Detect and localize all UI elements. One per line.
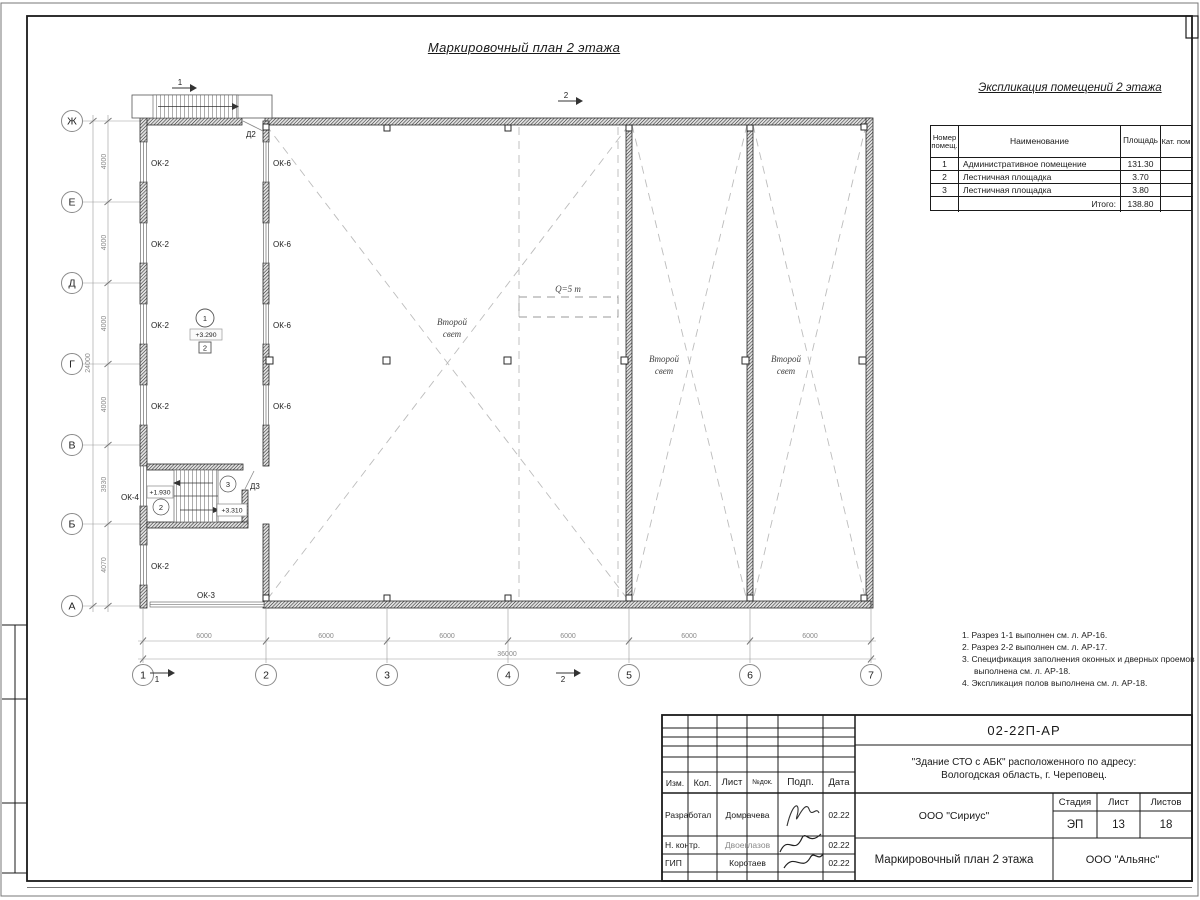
axis-number: 6 <box>747 669 753 682</box>
plan-labels <box>121 78 802 684</box>
second-light-label: Второй <box>436 317 468 327</box>
window-label: ОК-4 <box>121 493 139 502</box>
dim-ticks <box>90 118 875 663</box>
table-cell <box>1161 158 1193 171</box>
axis-letter: В <box>68 439 76 452</box>
contractor-org: ООО "Сириус" <box>918 809 990 822</box>
window-label: ОК-2 <box>151 240 169 249</box>
stage-value: ЭП <box>1066 818 1084 831</box>
date-value: 02.22 <box>828 840 850 850</box>
total-label: Итого: <box>959 197 1121 212</box>
axis-number: 5 <box>626 669 632 682</box>
col-header-area: Площадь <box>1121 126 1161 158</box>
col-izm: Изм. <box>665 777 685 788</box>
dim-label: 4000 <box>101 153 108 170</box>
total-value: 138.80 <box>1121 197 1161 212</box>
role-label: ГИП <box>665 858 682 868</box>
section-marks <box>150 84 583 677</box>
signature <box>776 828 826 878</box>
date-value: 02.22 <box>828 858 850 868</box>
axis-number: 2 <box>263 669 269 682</box>
window-label: ОК-6 <box>273 402 291 411</box>
role-label: Разработал <box>665 809 712 820</box>
axis-letter: Г <box>69 358 75 371</box>
window-label: ОК-6 <box>273 321 291 330</box>
sheet-number: 13 <box>1112 818 1125 831</box>
axis-circles <box>62 111 882 686</box>
date-value: 02.22 <box>828 809 850 820</box>
col-ndoc: №док. <box>752 779 773 786</box>
dim-label: 6000 <box>681 633 697 640</box>
crane-zone <box>519 297 618 317</box>
section-mark-label: 2 <box>563 91 569 100</box>
left-margin-table <box>2 625 27 873</box>
second-light-label: свет <box>654 366 674 376</box>
section-mark-label: 1 <box>177 78 183 87</box>
axis-number: 3 <box>384 669 390 682</box>
level-mark: +3.310 <box>221 507 243 515</box>
table-cell <box>931 197 959 212</box>
design-org: ООО "Альянс" <box>1085 853 1160 866</box>
axis-letter: Б <box>68 518 76 531</box>
axis-number: 4 <box>505 669 511 682</box>
project-line: Вологодская область, г. Череповец. <box>941 770 1107 781</box>
axis-letter: А <box>68 600 76 613</box>
col-list: Лист <box>721 777 743 788</box>
table-cell: 3 <box>931 184 959 197</box>
window-label: ОК-6 <box>273 159 291 168</box>
table-cell: 3.70 <box>1121 171 1161 184</box>
project-name <box>858 746 1190 792</box>
section-mark-label: 1 <box>154 675 160 684</box>
room-number: 2 <box>158 503 164 512</box>
axis-grid <box>62 111 882 686</box>
dim-label: 4000 <box>101 396 108 413</box>
door-label: Д3 <box>250 482 260 491</box>
table-cell: 3.80 <box>1121 184 1161 197</box>
axis-number: 1 <box>140 669 146 682</box>
window-label: ОК-2 <box>151 321 169 330</box>
door-label: Д2 <box>246 130 256 139</box>
explication-title: Экспликация помещений 2 этажа <box>978 82 1162 94</box>
dim-total-label: 24000 <box>85 353 92 373</box>
door-leaves <box>243 121 263 489</box>
table-cell: Лестничная площадка <box>959 171 1121 184</box>
note-item: 2. Разрез 2-2 выполнен см. л. АР-17. <box>962 642 1108 653</box>
col-data: Дата <box>828 777 850 788</box>
person-name: Домрачева <box>725 809 770 820</box>
col-podp: Подп. <box>787 777 814 788</box>
section-mark-label: 2 <box>560 675 566 684</box>
sheets-label: Листов <box>1150 796 1182 808</box>
note-item: 1. Разрез 1-1 выполнен см. л. АР-16. <box>962 630 1108 640</box>
level-mark: +3.290 <box>195 332 217 339</box>
window-label: ОК-2 <box>151 562 169 571</box>
table-cell: 131.30 <box>1121 158 1161 171</box>
second-light-label: Второй <box>770 354 802 364</box>
doc-number: 02-22П-АР <box>987 722 1061 738</box>
explication-table <box>930 125 1192 211</box>
note-item: 3. Спецификация заполнения оконных и дверных проемов выполнена см. л. АР-18. <box>962 654 1195 677</box>
col-header-category: Кат. пом. <box>1161 126 1193 158</box>
axis-number: 7 <box>868 669 874 682</box>
window-label: ОК-2 <box>151 159 169 168</box>
col-header-name: Наименование <box>959 126 1121 158</box>
dim-label: 6000 <box>439 633 455 640</box>
windows <box>141 142 269 607</box>
dim-label: 6000 <box>560 633 576 640</box>
dim-label: 4000 <box>101 234 108 251</box>
note-item: 4. Экспликация полов выполнена см. л. АР-18. <box>962 678 1148 689</box>
col-header-number: Номер помещ. <box>931 126 959 158</box>
dim-label: 3930 <box>101 476 108 493</box>
axis-letter: Д <box>68 277 76 290</box>
drawing-notes <box>962 629 1200 689</box>
second-light-label: свет <box>442 329 462 339</box>
dim-label: 6000 <box>802 633 818 640</box>
dim-label: 4000 <box>101 315 108 332</box>
table-cell <box>1161 184 1193 197</box>
sheet-label: Лист <box>1108 796 1129 808</box>
table-cell <box>1161 197 1193 212</box>
person-name: Коротаев <box>729 858 766 868</box>
table-cell: 2 <box>931 171 959 184</box>
sheets-total: 18 <box>1159 818 1173 831</box>
second-light-label: свет <box>776 366 796 376</box>
window-label: ОК-3 <box>197 591 215 600</box>
second-light-label: Второй <box>648 354 680 364</box>
table-cell <box>1161 171 1193 184</box>
level-mark: +1.930 <box>149 489 171 497</box>
floor-type-mark: 2 <box>202 343 208 353</box>
dim-total-label: 36000 <box>497 651 517 658</box>
axis-letter: Е <box>68 196 76 209</box>
room-number: 1 <box>202 314 208 323</box>
window-label: ОК-2 <box>151 402 169 411</box>
table-cell: Лестничная площадка <box>959 184 1121 197</box>
role-label: Н. контр. <box>665 840 701 850</box>
window-label: ОК-6 <box>273 240 291 249</box>
table-cell: 1 <box>931 158 959 171</box>
plan-title: Маркировочный план 2 этажа <box>427 39 621 55</box>
axis-letter: Ж <box>67 115 77 128</box>
table-cell: Административное помещение <box>959 158 1121 171</box>
room-number: 3 <box>225 480 231 489</box>
col-kol: Кол. <box>693 777 712 788</box>
dim-label: 6000 <box>318 633 334 640</box>
crane-capacity-label: Q=5 т <box>555 284 581 294</box>
dim-label: 6000 <box>196 633 212 640</box>
person-name: Двоеглазов <box>724 840 771 850</box>
dim-label: 4070 <box>101 557 108 573</box>
project-line: "Здание СТО с АБК" расположенного по адресу: <box>911 756 1137 768</box>
stamp-sheet-title: Маркировочный план 2 этажа <box>874 853 1034 866</box>
external-stair <box>132 95 272 118</box>
stage-label: Стадия <box>1058 796 1092 808</box>
